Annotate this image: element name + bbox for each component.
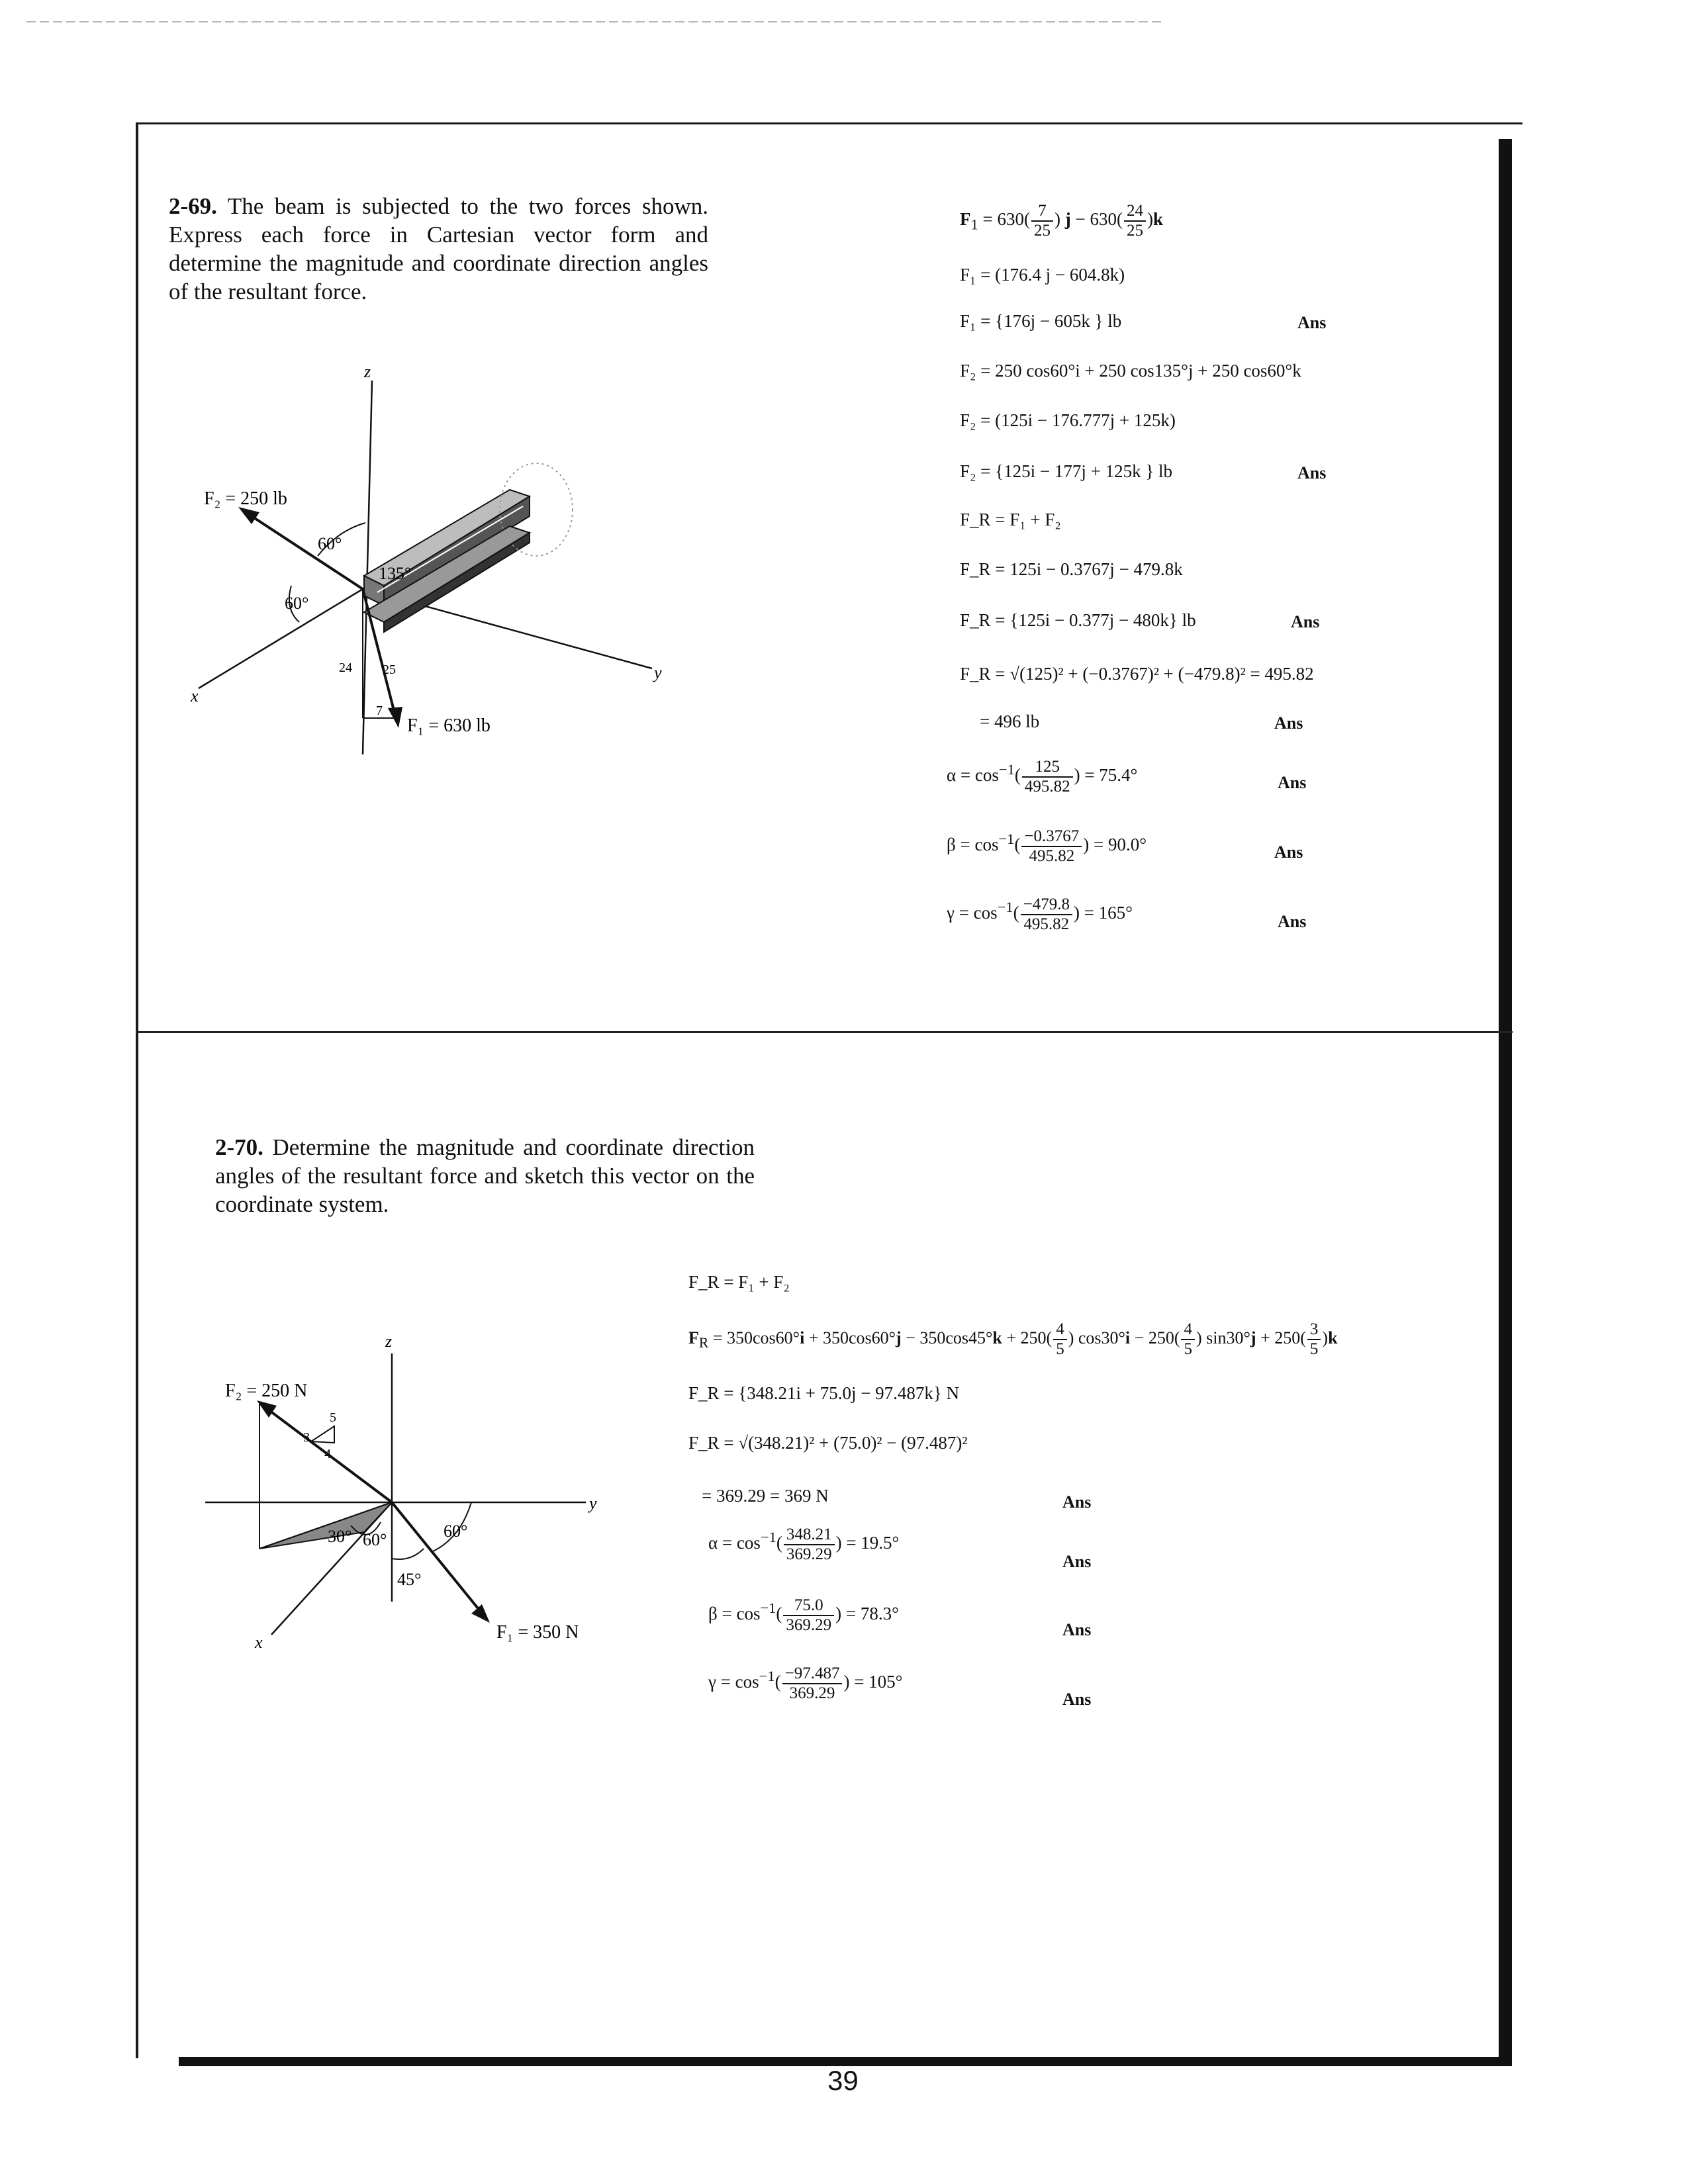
x-axis-label: x — [255, 1633, 263, 1652]
sol270-l1: F_R = F₁ + F₂ — [688, 1272, 790, 1292]
sol269-ans-3: Ans — [1291, 612, 1320, 631]
sol269-l13: $\beta = \cos^{-1}$( $\frac{-0.3767}{495.82}$ ) = 90.0° — [947, 827, 1147, 865]
sol269-l1: $F_1 = 630$( $\frac{7}{25}$ ) j − 630( $\frac{24}{25}$ )k — [960, 202, 1163, 240]
y-axis-label: y — [589, 1494, 597, 1513]
sol270-ans-1: Ans — [1062, 1492, 1092, 1512]
sol270-l5: = 369.29 = 369 N — [702, 1486, 829, 1506]
sol269-ans-7: Ans — [1278, 912, 1307, 931]
angle-60-left: 60° — [363, 1530, 387, 1549]
slope-25: 25 — [383, 662, 396, 677]
sol270-l6: $\alpha = \cos^{-1}$( $\frac{348.21}{369.29}$ ) = 19.5° — [708, 1525, 900, 1563]
problem-269-number: 2-69. — [169, 193, 217, 219]
sol269-ans-6: Ans — [1274, 842, 1303, 862]
problem-divider — [136, 1031, 1513, 1033]
sol269-l14: $\gamma = \cos^{-1}$( $\frac{-479.8}{495.82}$ ) = 165° — [947, 895, 1133, 933]
figure-269 — [185, 357, 702, 768]
sol270-l3: F_R = {348.21i + 75.0j − 97.487k} N — [688, 1383, 960, 1403]
sol269-ans-1: Ans — [1297, 313, 1327, 332]
sol269-ans-4: Ans — [1274, 713, 1303, 733]
problem-270-number: 2-70. — [215, 1134, 263, 1160]
sol269-l6: F₂ = {125i − 177j + 125k } lb — [960, 461, 1173, 481]
angle-30: 30° — [328, 1527, 352, 1546]
sol269-l11: = 496 lb — [980, 711, 1040, 731]
sol269-l3: F₁ = {176j − 605k } lb — [960, 311, 1122, 331]
force-f1-arrowhead — [471, 1604, 490, 1623]
angle-135: 135° — [379, 564, 412, 583]
slope-7: 7 — [376, 704, 383, 718]
force-f2-label: F₂ = 250 lb — [204, 488, 287, 509]
i-beam — [364, 463, 573, 632]
sol270-ans-4: Ans — [1062, 1690, 1092, 1709]
frame-shadow-right — [1499, 139, 1512, 2065]
angle-45: 45° — [397, 1570, 422, 1589]
angle-60-side: 60° — [285, 594, 309, 613]
sol270-l8: $\gamma = \cos^{-1}$( $\frac{-97.487}{369.29}$ ) = 105° — [708, 1664, 903, 1702]
force-f2-label: F₂ = 250 N — [225, 1381, 308, 1401]
force-f2-arrowhead — [238, 507, 259, 524]
z-axis-label: z — [385, 1332, 393, 1351]
force-f2-arrow — [244, 511, 363, 589]
problem-270-statement — [215, 1133, 755, 1218]
triangle-4: 4 — [324, 1447, 331, 1461]
x-axis-label: x — [191, 686, 199, 705]
x-axis — [199, 589, 363, 688]
sol269-l5: F₂ = (125i − 176.777j + 125k) — [960, 410, 1176, 430]
sol270-ans-2: Ans — [1062, 1552, 1092, 1571]
z-axis — [363, 381, 372, 754]
sol269-l7: F_R = F₁ + F₂ — [960, 510, 1061, 529]
slope-24: 24 — [339, 660, 352, 675]
page-number: 39 — [827, 2065, 859, 2096]
sol269-l12: $\alpha = \cos^{-1}$( $\frac{125}{495.82}$ ) = 75.4° — [947, 758, 1138, 796]
sol269-l10: F_R = √(125)² + (−0.3767)² + (−479.8)² = 495.82 — [960, 664, 1314, 684]
triangle-3: 3 — [303, 1430, 310, 1445]
force-f1-label: F₁ = 350 N — [496, 1622, 579, 1643]
sol269-ans-2: Ans — [1297, 463, 1327, 482]
z-axis-label: z — [364, 362, 371, 381]
sol269-l4: F₂ = 250 cos60°i + 250 cos135°j + 250 cos60°k — [960, 361, 1301, 381]
sol269-ans-5: Ans — [1278, 773, 1307, 792]
sol270-l7: $\beta = \cos^{-1}$( $\frac{75.0}{369.29}$ ) = 78.3° — [708, 1596, 899, 1634]
angle-60-right: 60° — [444, 1522, 468, 1541]
problem-269-statement — [169, 192, 708, 306]
y-axis-label: y — [654, 663, 662, 682]
sol270-ans-3: Ans — [1062, 1620, 1092, 1639]
sol270-l4: F_R = √(348.21)² + (75.0)² − (97.487)² — [688, 1433, 968, 1453]
sol270-l2: $F_R = 350\cos 60^\circ i + 350\cos 60^\circ j - 350\cos 45^\circ k + 250$( $\frac{4}{5}$ ) cos30°i − 250( $\frac{4}{5}$ ) sin30°j + 250( $\frac{3}{5}$ )k — [688, 1320, 1338, 1358]
sol269-l9: F_R = {125i − 0.377j − 480k} lb — [960, 610, 1196, 630]
triangle-5: 5 — [330, 1410, 336, 1425]
figure-270 — [199, 1324, 622, 1668]
force-f1-label: F₁ = 630 lb — [407, 715, 491, 736]
sol269-l8: F_R = 125i − 0.3767j − 479.8k — [960, 559, 1183, 579]
problem-269-text: The beam is subjected to the two forces shown. Express each force in Cartesian vector form and determine the magnitude and coordinate direction angles of the resultant force. — [169, 193, 709, 304]
problem-270-text: Determine the magnitude and coordinate direction angles of the resultant force and sketch this vector on the coordinate system. — [215, 1134, 755, 1217]
angle-60-top: 60° — [318, 534, 342, 553]
sol269-l2: F₁ = (176.4 j − 604.8k) — [960, 265, 1125, 285]
scan-top-rule — [26, 21, 1165, 23]
